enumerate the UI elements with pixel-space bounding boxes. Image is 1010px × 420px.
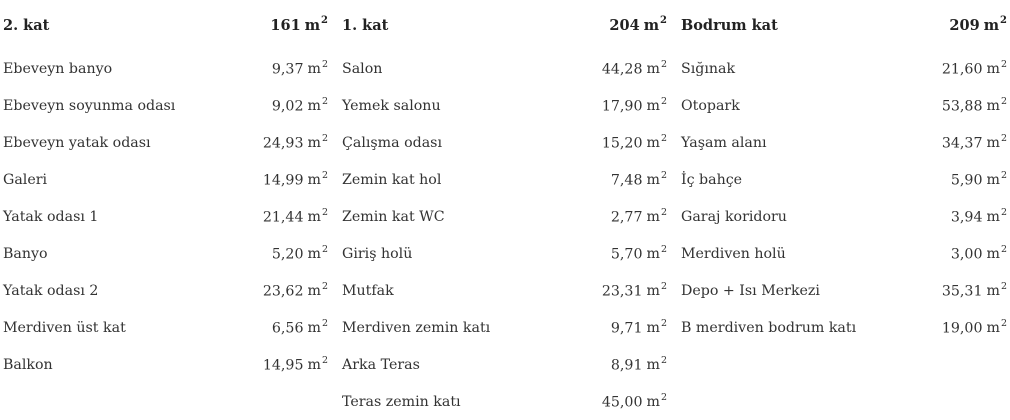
- room-row: [342, 87, 667, 124]
- area-unit: m: [307, 209, 321, 226]
- area-value: 9,71: [610, 320, 643, 337]
- room-name: Ebeveyn banyo: [3, 60, 113, 77]
- floor-column-basement: [681, 0, 1007, 417]
- room-area: [263, 134, 328, 152]
- room-area: [951, 171, 1007, 189]
- floor-header: [342, 0, 667, 50]
- room-row: [342, 383, 667, 420]
- area-unit: m: [307, 283, 321, 300]
- area-unit-exponent: 2: [321, 169, 328, 181]
- area-unit: m: [646, 98, 660, 115]
- area-unit: m: [986, 320, 1000, 337]
- room-row: [681, 50, 1007, 87]
- room-area: [272, 245, 328, 263]
- area-unit: m: [304, 16, 321, 34]
- area-unit-exponent: 2: [321, 354, 328, 366]
- area-unit-exponent: 2: [1000, 95, 1007, 107]
- room-row: [342, 235, 667, 272]
- area-value: 8,91: [610, 357, 643, 374]
- area-unit: m: [307, 98, 321, 115]
- area-value: 9,37: [271, 61, 304, 78]
- room-name: Ebeveyn yatak odası: [3, 134, 151, 151]
- room-row: [3, 87, 328, 124]
- area-unit-exponent: 2: [1000, 169, 1007, 181]
- area-value: 5,90: [950, 172, 983, 189]
- area-unit-exponent: 2: [1000, 317, 1007, 329]
- room-area: [942, 60, 1007, 78]
- room-row: [681, 161, 1007, 198]
- area-unit-exponent: 2: [660, 95, 667, 107]
- room-name: Galeri: [3, 171, 48, 188]
- area-unit: m: [646, 172, 660, 189]
- area-unit: m: [986, 209, 1000, 226]
- area-unit: m: [646, 61, 660, 78]
- room-name: Yatak odası 1: [3, 208, 99, 225]
- area-unit: m: [986, 172, 1000, 189]
- room-name: Arka Teras: [342, 356, 420, 373]
- room-name: Merdiven üst kat: [3, 319, 126, 336]
- room-row: [342, 346, 667, 383]
- area-value: 204: [609, 16, 640, 34]
- room-area: [602, 97, 667, 115]
- room-row: [3, 235, 328, 272]
- room-name: Banyo: [3, 245, 48, 262]
- room-area: [611, 208, 667, 226]
- area-unit: m: [646, 357, 660, 374]
- room-name: Otopark: [681, 97, 740, 114]
- area-value: 15,20: [601, 135, 643, 152]
- area-unit-exponent: 2: [321, 243, 328, 255]
- room-name: Zemin kat WC: [342, 208, 445, 225]
- room-area: [263, 208, 328, 226]
- area-unit: m: [307, 61, 321, 78]
- area-unit-exponent: 2: [660, 354, 667, 366]
- room-area: [942, 97, 1007, 115]
- floor-title: Bodrum kat: [681, 16, 778, 34]
- room-name: Yatak odası 2: [3, 282, 99, 299]
- area-value: 3,94: [950, 209, 983, 226]
- area-value: 161: [270, 16, 301, 34]
- area-unit-exponent: 2: [1000, 206, 1007, 218]
- area-value: 44,28: [601, 61, 643, 78]
- area-unit: m: [646, 394, 660, 411]
- room-area: [263, 171, 328, 189]
- area-unit-exponent: 2: [660, 317, 667, 329]
- area-unit-exponent: 2: [1000, 15, 1007, 27]
- area-unit: m: [646, 283, 660, 300]
- area-unit: m: [986, 283, 1000, 300]
- area-unit: m: [983, 16, 1000, 34]
- floor-title: 2. kat: [3, 16, 50, 34]
- area-unit: m: [643, 16, 660, 34]
- area-unit: m: [307, 135, 321, 152]
- room-row: [681, 87, 1007, 124]
- room-row: [681, 309, 1007, 346]
- area-unit-exponent: 2: [660, 58, 667, 70]
- room-area: [602, 282, 667, 300]
- room-row: [342, 50, 667, 87]
- floor-header: [681, 0, 1007, 50]
- room-name: Yemek salonu: [342, 97, 441, 114]
- floor-column-1st: [342, 0, 667, 417]
- room-name: Çalışma odası: [342, 134, 442, 151]
- area-value: 34,37: [941, 135, 983, 152]
- area-value: 17,90: [601, 98, 643, 115]
- floor-total-area: [949, 16, 1007, 34]
- area-value: 209: [949, 16, 980, 34]
- floor-column-2nd: [3, 0, 328, 417]
- area-unit: m: [986, 98, 1000, 115]
- area-value: 9,02: [271, 98, 304, 115]
- room-row: [681, 272, 1007, 309]
- area-value: 19,00: [941, 320, 983, 337]
- area-value: 6,56: [271, 320, 304, 337]
- room-row: [681, 124, 1007, 161]
- room-row: [342, 198, 667, 235]
- area-value: 21,60: [941, 61, 983, 78]
- floor-title: 1. kat: [342, 16, 389, 34]
- room-name: B merdiven bodrum katı: [681, 319, 857, 336]
- area-unit-exponent: 2: [321, 317, 328, 329]
- room-row: [3, 124, 328, 161]
- area-value: 53,88: [941, 98, 983, 115]
- room-name: Salon: [342, 60, 383, 77]
- room-row: [342, 161, 667, 198]
- area-unit-exponent: 2: [321, 206, 328, 218]
- area-unit-exponent: 2: [321, 280, 328, 292]
- area-value: 3,00: [950, 246, 983, 263]
- area-unit-exponent: 2: [660, 15, 667, 27]
- area-value: 23,62: [262, 283, 304, 300]
- room-row: [3, 309, 328, 346]
- room-name: Zemin kat hol: [342, 171, 442, 188]
- room-area: [272, 319, 328, 337]
- area-unit-exponent: 2: [660, 206, 667, 218]
- area-unit: m: [986, 61, 1000, 78]
- room-row: [681, 235, 1007, 272]
- area-value: 5,70: [610, 246, 643, 263]
- room-name: Balkon: [3, 356, 53, 373]
- room-row: [681, 198, 1007, 235]
- room-row: [3, 161, 328, 198]
- room-name: İç bahçe: [681, 171, 743, 188]
- area-unit-exponent: 2: [321, 132, 328, 144]
- area-value: 2,77: [610, 209, 643, 226]
- area-unit-exponent: 2: [1000, 280, 1007, 292]
- area-value: 7,48: [610, 172, 643, 189]
- area-unit-exponent: 2: [660, 280, 667, 292]
- floor-total-area: [270, 16, 328, 34]
- area-unit: m: [307, 320, 321, 337]
- room-name: Ebeveyn soyunma odası: [3, 97, 176, 114]
- room-name: Depo + Isı Merkezi: [681, 282, 820, 299]
- area-value: 14,99: [262, 172, 304, 189]
- area-unit-exponent: 2: [660, 243, 667, 255]
- room-area: [942, 319, 1007, 337]
- room-name: Yaşam alanı: [681, 134, 767, 151]
- room-area: [611, 171, 667, 189]
- room-name: Teras zemin katı: [342, 393, 461, 410]
- room-area: [263, 356, 328, 374]
- room-area: [272, 97, 328, 115]
- room-area: [951, 245, 1007, 263]
- room-row: [342, 309, 667, 346]
- room-name: Merdiven holü: [681, 245, 786, 262]
- area-unit: m: [307, 357, 321, 374]
- area-value: 21,44: [262, 209, 304, 226]
- area-value: 45,00: [601, 394, 643, 411]
- room-area: [942, 134, 1007, 152]
- area-unit: m: [646, 320, 660, 337]
- area-unit-exponent: 2: [660, 169, 667, 181]
- area-unit-exponent: 2: [1000, 132, 1007, 144]
- area-unit-exponent: 2: [1000, 243, 1007, 255]
- room-area: [611, 319, 667, 337]
- room-name: Mutfak: [342, 282, 394, 299]
- area-value: 14,95: [262, 357, 304, 374]
- area-unit: m: [986, 135, 1000, 152]
- room-area: [263, 282, 328, 300]
- room-area: [602, 393, 667, 411]
- room-area: [602, 134, 667, 152]
- area-value: 5,20: [271, 246, 304, 263]
- area-unit: m: [307, 172, 321, 189]
- room-row: [3, 346, 328, 383]
- room-name: Garaj koridoru: [681, 208, 787, 225]
- room-area: [951, 208, 1007, 226]
- room-area: [611, 245, 667, 263]
- floor-header: [3, 0, 328, 50]
- area-unit: m: [646, 209, 660, 226]
- area-unit: m: [986, 246, 1000, 263]
- room-row: [342, 124, 667, 161]
- room-area: [611, 356, 667, 374]
- area-unit-exponent: 2: [1000, 58, 1007, 70]
- room-area: [272, 60, 328, 78]
- area-unit: m: [646, 246, 660, 263]
- area-value: 24,93: [262, 135, 304, 152]
- room-row: [3, 272, 328, 309]
- room-name: Sığınak: [681, 60, 736, 77]
- room-name: Merdiven zemin katı: [342, 319, 491, 336]
- area-value: 35,31: [941, 283, 983, 300]
- area-unit: m: [307, 246, 321, 263]
- room-name: Giriş holü: [342, 245, 413, 262]
- room-row: [3, 198, 328, 235]
- area-unit-exponent: 2: [660, 391, 667, 403]
- room-row: [342, 272, 667, 309]
- area-unit: m: [646, 135, 660, 152]
- area-value: 23,31: [601, 283, 643, 300]
- floor-total-area: [609, 16, 667, 34]
- room-area: [942, 282, 1007, 300]
- area-unit-exponent: 2: [321, 95, 328, 107]
- area-unit-exponent: 2: [660, 132, 667, 144]
- area-unit-exponent: 2: [321, 58, 328, 70]
- room-area: [602, 60, 667, 78]
- room-row: [3, 50, 328, 87]
- area-unit-exponent: 2: [321, 15, 328, 27]
